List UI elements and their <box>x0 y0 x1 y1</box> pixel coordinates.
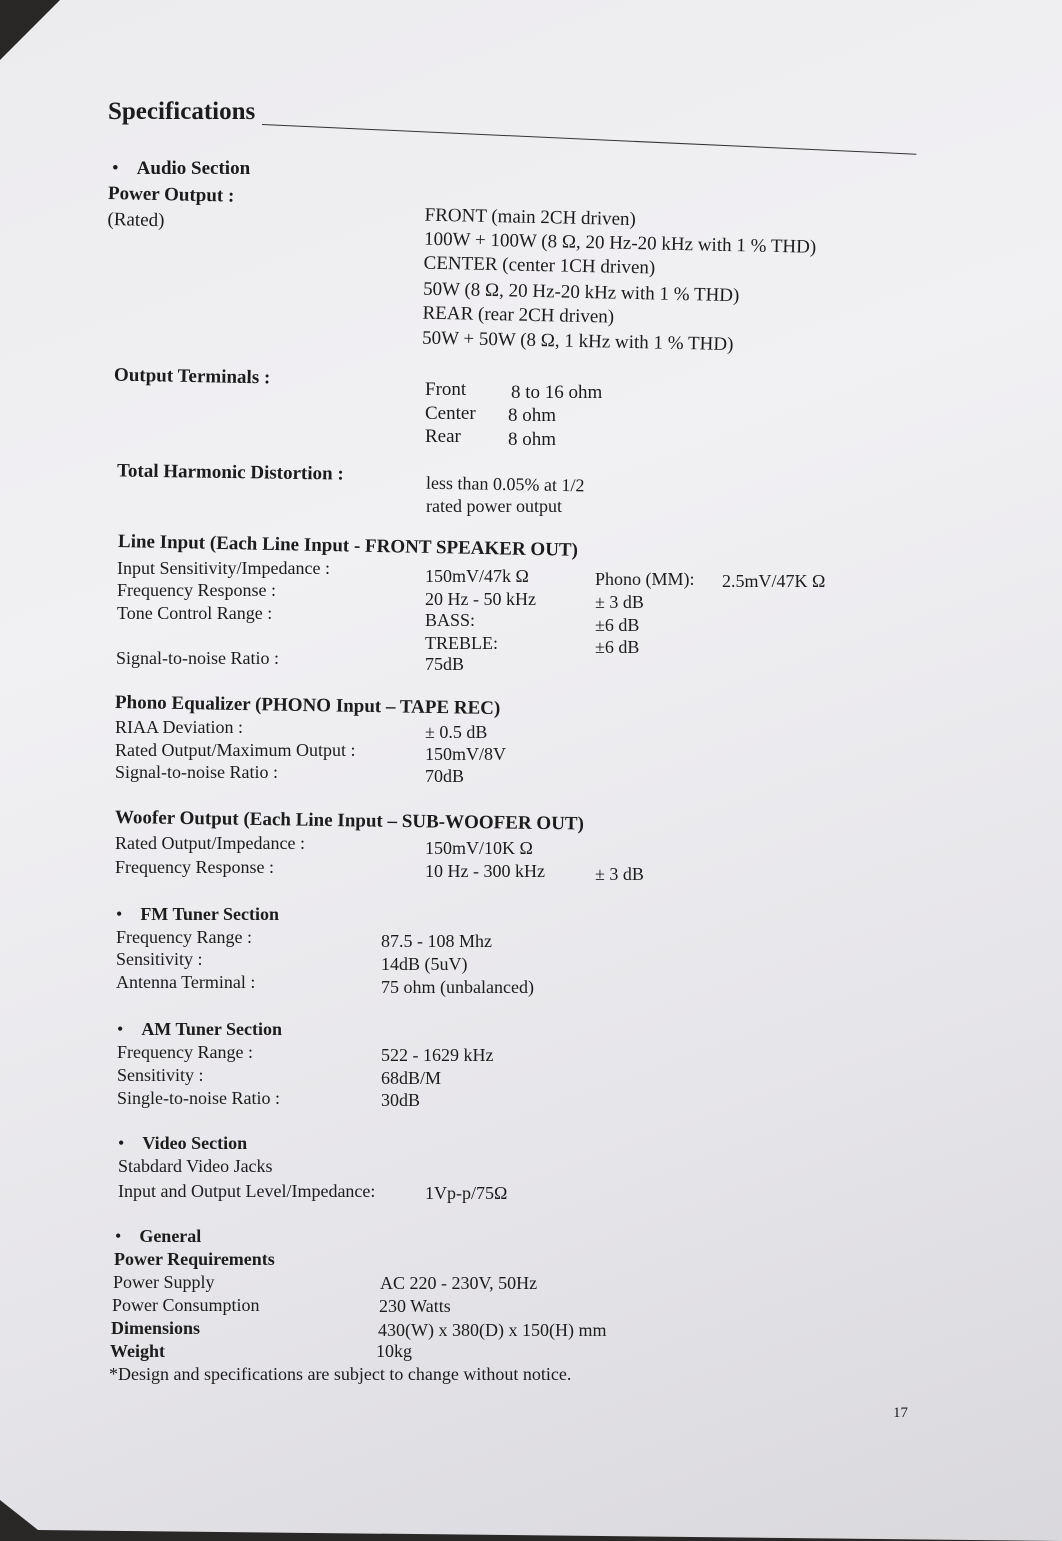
rated-output-label: Rated Output/Maximum Output : <box>115 740 356 760</box>
power-supply-value: AC 220 - 230V, 50Hz <box>380 1273 538 1293</box>
line-input-snr-label: Signal-to-noise Ratio : <box>116 648 279 668</box>
thd-value-line: rated power output <box>426 496 562 516</box>
phono-mm-value: 2.5mV/47K Ω <box>722 571 826 591</box>
dimensions-label: Dimensions <box>111 1318 201 1338</box>
line-input-freq-value: 20 Hz - 50 kHz <box>425 589 536 609</box>
line-input-freq-tolerance: ± 3 dB <box>595 592 644 612</box>
woofer-output-heading: Woofer Output (Each Line Input – SUB-WOOFER OUT) <box>114 807 585 835</box>
line-input-freq-label: Frequency Response : <box>117 580 276 600</box>
fm-sensitivity-label: Sensitivity : <box>116 949 203 969</box>
fm-tuner-heading: • FM Tuner Section <box>116 904 279 925</box>
fm-freq-value: 87.5 - 108 Mhz <box>381 931 492 951</box>
power-output-line: 100W + 100W (8 Ω, 20 Hz-20 kHz with 1 % THD) <box>423 228 817 258</box>
power-consumption-label: Power Consumption <box>112 1295 260 1315</box>
power-output-line: CENTER (center 1CH driven) <box>423 252 656 279</box>
dimensions-value: 430(W) x 380(D) x 150(H) mm <box>378 1320 607 1340</box>
fm-sensitivity-value: 14dB (5uV) <box>381 954 468 974</box>
power-supply-label: Power Supply <box>113 1272 215 1292</box>
power-output-line: FRONT (main 2CH driven) <box>424 204 637 231</box>
power-output-line: 50W (8 Ω, 20 Hz-20 kHz with 1 % THD) <box>422 278 740 307</box>
terminal-name: Center <box>425 403 476 424</box>
woofer-freq-label: Frequency Response : <box>115 857 274 877</box>
terminal-value: 8 ohm <box>508 405 557 426</box>
output-terminals-label: Output Terminals : <box>113 364 271 389</box>
phono-snr-label: Signal-to-noise Ratio : <box>115 762 278 782</box>
thd-label: Total Harmonic Distortion : <box>116 460 344 485</box>
video-level-value: 1Vp-p/75Ω <box>425 1183 508 1203</box>
video-jacks-line: Stabdard Video Jacks <box>118 1156 273 1176</box>
page-number: 17 <box>893 1405 908 1421</box>
phono-mm-label: Phono (MM): <box>595 569 695 589</box>
weight-label: Weight <box>110 1341 166 1361</box>
line-input-heading: Line Input (Each Line Input - FRONT SPEAKER OUT) <box>117 531 579 561</box>
power-output-group <box>0 0 1062 420</box>
woofer-freq-tolerance: ± 3 dB <box>595 864 644 884</box>
line-input-sensitivity-value: 150mV/47k Ω <box>425 566 529 586</box>
am-snr-value: 30dB <box>381 1090 421 1110</box>
woofer-freq-value: 10 Hz - 300 kHz <box>425 861 545 881</box>
terminal-name: Rear <box>425 426 461 447</box>
power-output-line: REAR (rear 2CH driven) <box>422 302 615 328</box>
page-title: Specifications <box>108 98 256 125</box>
video-section-heading: • Video Section <box>118 1133 247 1154</box>
power-output-line: 50W + 50W (8 Ω, 1 kHz with 1 % THD) <box>421 327 734 356</box>
audio-section-heading: • Audio Section <box>112 158 250 180</box>
terminal-value: 8 ohm <box>508 429 557 450</box>
video-level-label: Input and Output Level/Impedance: <box>118 1181 376 1201</box>
disclaimer-note: *Design and specifications are subject to change without notice. <box>109 1364 572 1384</box>
am-tuner-heading: • AM Tuner Section <box>117 1019 282 1040</box>
fm-antenna-label: Antenna Terminal : <box>116 972 256 992</box>
power-consumption-value: 230 Watts <box>379 1296 451 1316</box>
terminal-value: 8 to 16 ohm <box>511 382 603 403</box>
fm-antenna-value: 75 ohm (unbalanced) <box>381 977 534 997</box>
line-input-sensitivity-label: Input Sensitivity/Impedance : <box>117 558 330 578</box>
line-input-snr-value: 75dB <box>425 654 465 674</box>
treble-value: ±6 dB <box>595 637 640 657</box>
woofer-impedance-label: Rated Output/Impedance : <box>115 833 305 853</box>
phono-snr-value: 70dB <box>425 766 465 786</box>
woofer-impedance-value: 150mV/10K Ω <box>425 838 533 858</box>
bass-label: BASS: <box>425 610 476 630</box>
weight-value: 10kg <box>376 1341 412 1361</box>
riaa-label: RIAA Deviation : <box>115 717 243 737</box>
power-output-label: Power Output : <box>107 183 235 207</box>
treble-label: TREBLE: <box>425 633 498 653</box>
am-freq-label: Frequency Range : <box>117 1042 253 1062</box>
general-section-heading: • General <box>115 1226 201 1247</box>
fm-freq-label: Frequency Range : <box>116 927 252 947</box>
rated-output-value: 150mV/8V <box>425 744 506 764</box>
tone-control-label: Tone Control Range : <box>117 603 273 623</box>
am-snr-label: Single-to-noise Ratio : <box>117 1088 280 1108</box>
power-output-sublabel: (Rated) <box>107 208 165 232</box>
am-freq-value: 522 - 1629 kHz <box>381 1045 494 1065</box>
riaa-value: ± 0.5 dB <box>425 722 488 742</box>
bass-value: ±6 dB <box>595 615 640 635</box>
am-sensitivity-label: Sensitivity : <box>117 1065 204 1085</box>
terminal-name: Front <box>425 379 467 400</box>
am-sensitivity-value: 68dB/M <box>381 1068 442 1088</box>
phono-eq-heading: Phono Equalizer (PHONO Input – TAPE REC) <box>114 692 501 720</box>
power-requirements-heading: Power Requirements <box>114 1249 275 1269</box>
thd-value-line: less than 0.05% at 1/2 <box>425 472 585 496</box>
